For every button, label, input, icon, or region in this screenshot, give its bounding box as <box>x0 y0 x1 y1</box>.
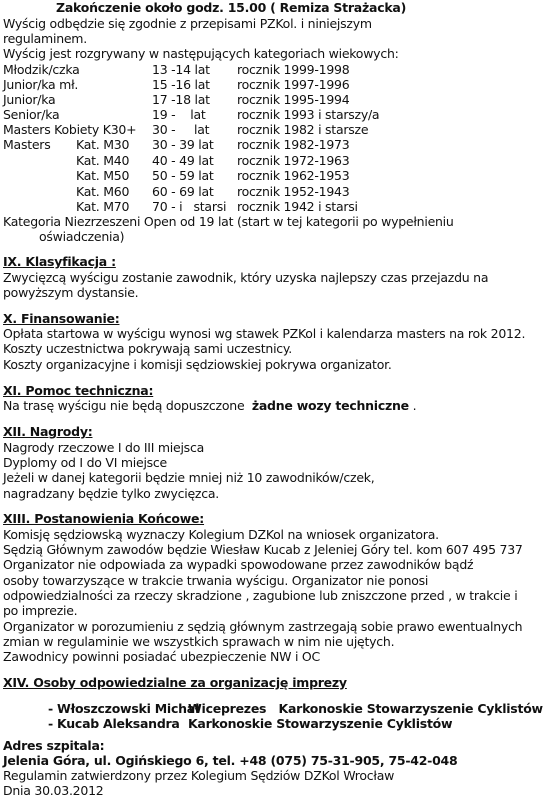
category-years: rocznik 1972-1963 <box>237 153 350 168</box>
person-role: Wiceprezes Karkonoskie Stowarzyszenie Cyklistów <box>188 701 543 716</box>
category-name: Masters Kobiety K30+ <box>3 122 137 137</box>
category-years: rocznik 1995-1994 <box>237 92 350 107</box>
section-13-line-7: Organizator w porozumieniu z sędzią głównym zastrzegają sobie prawo ewentualnych <box>3 619 523 634</box>
category-years: rocznik 1982 i starsze <box>237 122 369 137</box>
category-name: Młodzik/czka <box>3 62 80 77</box>
category-age: 17 -18 lat <box>152 92 210 107</box>
section-13-line-6: po imprezie. <box>3 603 78 618</box>
category-kat: Kat. M60 <box>76 184 130 199</box>
approval-date: Dnia 30.03.2012 <box>3 783 104 798</box>
approval-line: Regulamin zatwierdzony przez Kolegium Sędziów DZKol Wrocław <box>3 768 395 783</box>
section-12-line-2: Dyplomy od I do VI miejsce <box>3 455 167 470</box>
category-age: 13 -14 lat <box>152 62 210 77</box>
section-10-line-1: Opłata startowa w wyścigu wynosi wg stawek PZKol i kalendarza masters na rok 2012. <box>3 326 526 341</box>
section-11-text-end: . <box>408 398 417 413</box>
section-9-heading: IX. Klasyfikacja : <box>3 254 116 269</box>
category-kat: Kat. M30 <box>76 137 130 152</box>
section-11-heading: XI. Pomoc techniczna: <box>3 383 154 398</box>
category-age: 50 - 59 lat <box>152 168 214 183</box>
intro-line-3: Wyścig jest rozgrywany w następujących kategoriach wiekowych: <box>3 46 399 61</box>
category-kat: Kat. M50 <box>76 168 130 183</box>
section-12-line-3: Jeżeli w danej kategorii będzie mniej niż 10 zawodników/czek, <box>3 470 375 485</box>
category-kat: Kat. M70 <box>76 199 130 214</box>
intro-line-2: regulaminem. <box>3 31 87 46</box>
category-name: Junior/ka mł. <box>3 77 79 92</box>
category-years: rocznik 1999-1998 <box>237 62 350 77</box>
category-age: 60 - 69 lat <box>152 184 214 199</box>
section-13-heading: XIII. Postanowienia Końcowe: <box>3 511 205 526</box>
category-age: 70 - i starsi <box>152 199 227 214</box>
end-time-line: Zakończenie około godz. 15.00 ( Remiza Strażacka) <box>56 0 407 15</box>
open-category-line-1: Kategoria Niezrzeszeni Open od 19 lat (start w tej kategorii po wypełnieniu <box>3 214 454 229</box>
category-years: rocznik 1952-1943 <box>237 184 350 199</box>
person-name: - Kucab Aleksandra <box>48 716 180 731</box>
intro-line-1: Wyścig odbędzie się zgodnie z przepisami PZKol. i niniejszym <box>3 16 372 31</box>
category-years: rocznik 1962-1953 <box>237 168 350 183</box>
category-years: rocznik 1982-1973 <box>237 137 350 152</box>
category-name: Masters <box>3 137 51 152</box>
section-13-line-9: Zawodnicy powinni posiadać ubezpieczenie NW i OC <box>3 649 320 664</box>
section-11-emphasis: żadne wozy techniczne <box>251 398 409 413</box>
section-12-line-4: nagradzany będzie tylko zwycięzca. <box>3 486 219 501</box>
category-years: rocznik 1942 i starsi <box>237 199 358 214</box>
section-13-line-2: Sędzią Głównym zawodów będzie Wiesław Kucab z Jeleniej Góry tel. kom 607 495 737 <box>3 542 523 557</box>
category-age: 30 - 39 lat <box>152 137 214 152</box>
hospital-label: Adres szpitala: <box>3 738 105 753</box>
section-13-line-5: odpowiedzialności za rzeczy skradzione , zagubione lub zniszczone przed , w trakcie i <box>3 588 518 603</box>
section-9-line-2: powyższym dystansie. <box>3 285 139 300</box>
category-age: 15 -16 lat <box>152 77 210 92</box>
section-13-line-4: osoby towarzyszące w trakcie trwania wyścigu. Organizator nie ponosi <box>3 573 429 588</box>
category-age: 40 - 49 lat <box>152 153 214 168</box>
section-11-text: Na trasę wyścigu nie będą dopuszczone <box>3 398 252 413</box>
hospital-address: Jelenia Góra, ul. Ogińskiego 6, tel. +48 (075) 75-31-905, 75-42-048 <box>3 753 458 768</box>
section-13-line-8: zmian w regulaminie we wszystkich sprawach w nim nie ujętych. <box>3 634 395 649</box>
section-12-heading: XII. Nagrody: <box>3 424 93 439</box>
category-age: 30 - lat <box>152 122 210 137</box>
category-kat: Kat. M40 <box>76 153 130 168</box>
section-10-heading: X. Finansowanie: <box>3 311 120 326</box>
person-role: Karkonoskie Stowarzyszenie Cyklistów <box>188 716 453 731</box>
section-10-line-3: Koszty organizacyjne i komisji sędziowskiej pokrywa organizator. <box>3 357 392 372</box>
section-10-line-2: Koszty uczestnictwa pokrywają sami uczestnicy. <box>3 341 293 356</box>
category-name: Senior/ka <box>3 107 60 122</box>
category-years: rocznik 1997-1996 <box>237 77 350 92</box>
section-13-line-3: Organizator nie odpowiada za wypadki spowodowane przez zawodników bądź <box>3 557 474 572</box>
category-name: Junior/ka <box>3 92 56 107</box>
category-years: rocznik 1993 i starszy/a <box>237 107 380 122</box>
section-12-line-1: Nagrody rzeczowe I do III miejsca <box>3 440 204 455</box>
section-14-heading: XIV. Osoby odpowiedzialne za organizację imprezy <box>3 675 347 690</box>
section-13-line-1: Komisję sędziowską wyznaczy Kolegium DZKol na wniosek organizatora. <box>3 527 439 542</box>
category-age: 19 - lat <box>152 107 206 122</box>
section-11-line-1 <box>3 398 416 414</box>
open-category-line-2: oświadczenia) <box>39 229 125 244</box>
section-9-line-1: Zwycięzcą wyścigu zostanie zawodnik, który uzyska najlepszy czas przejazdu na <box>3 270 489 285</box>
person-name: - Włoszczowski Michał <box>48 701 200 716</box>
